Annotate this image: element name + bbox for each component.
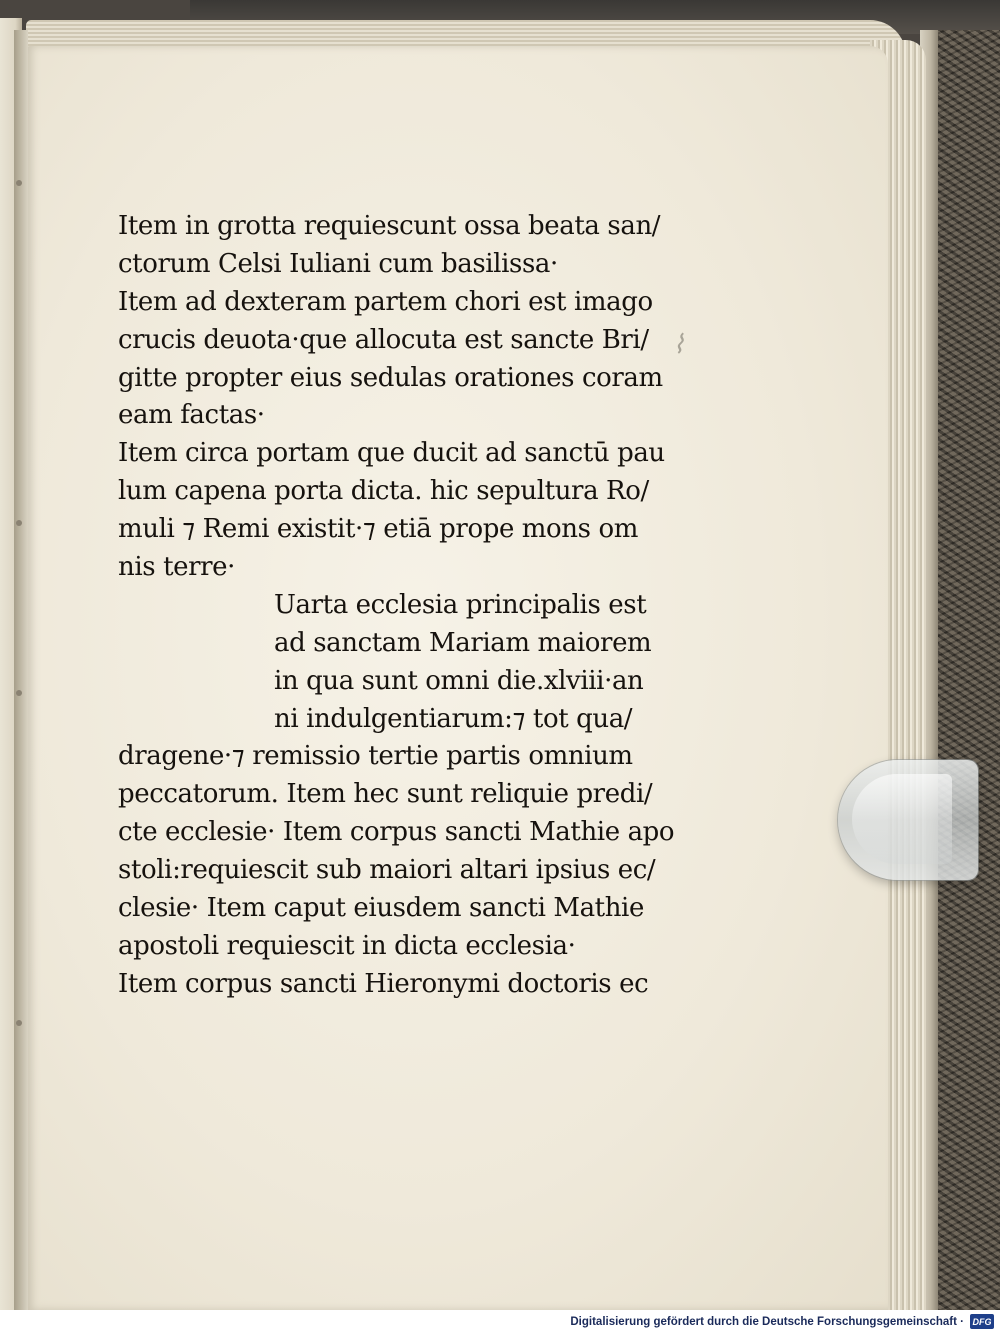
text-line: dragene·⁊ remissio tertie partis omnium	[118, 741, 633, 772]
text-line: gitte propter eius sedulas orationes coram	[118, 362, 663, 393]
text-line: nis terre·	[118, 552, 236, 583]
printed-text-block	[118, 208, 675, 1004]
text-line: ad sanctam Mariam maiorem	[274, 627, 652, 658]
text-line: lum capena porta dicta. hic sepultura Ro/	[118, 476, 649, 507]
text-line: clesie· Item caput eiusdem sancti Mathie	[118, 893, 644, 924]
text-line: Item in grotta requiescunt ossa beata san/	[118, 211, 661, 241]
text-line: Item ad dexteram partem chori est imago	[118, 286, 653, 317]
stitch-mark	[16, 180, 22, 186]
gutter	[14, 30, 28, 1310]
credit-text: Digitalisierung gefördert durch die Deutsche Forschungsgemeinschaft ·	[570, 1315, 964, 1328]
text-line: eam factas·	[118, 400, 265, 431]
text-line: crucis deuota·que allocuta est sancte Bri/	[118, 324, 649, 355]
page-clip-highlight	[852, 774, 952, 864]
stitch-mark	[16, 1020, 22, 1026]
text-line: peccatorum. Item hec sunt reliquie predi/	[118, 779, 653, 810]
page-clip	[838, 760, 978, 880]
text-line: Item circa portam que ducit ad sanctū pau	[118, 438, 665, 469]
stitch-mark	[16, 520, 22, 526]
stitch-mark	[16, 690, 22, 696]
text-line: in qua sunt omni die.xlviii·an	[274, 665, 644, 696]
cover-board-right	[935, 30, 1000, 1310]
marginal-pencil-mark: ⌇	[672, 330, 685, 360]
text-line: ni indulgentiarum:⁊ tot qua/	[274, 703, 633, 734]
text-line: Item corpus sancti Hieronymi doctoris ec	[118, 968, 649, 999]
text-line: ctorum Celsi Iuliani cum basilissa·	[118, 248, 558, 279]
text-line: apostoli requiescit in dicta ecclesia·	[118, 930, 576, 961]
text-line: cte ecclesie· Item corpus sancti Mathie apo	[118, 817, 675, 848]
text-line: muli ⁊ Remi existit·⁊ etiā prope mons om	[118, 514, 638, 545]
text-line: Uarta ecclesia principalis est	[274, 589, 647, 620]
text-line: stoli:requiescit sub maiori altari ipsius ec/	[118, 855, 656, 886]
digitization-credit-bar	[0, 1310, 1000, 1333]
dfg-logo-icon: DFG	[970, 1314, 994, 1329]
